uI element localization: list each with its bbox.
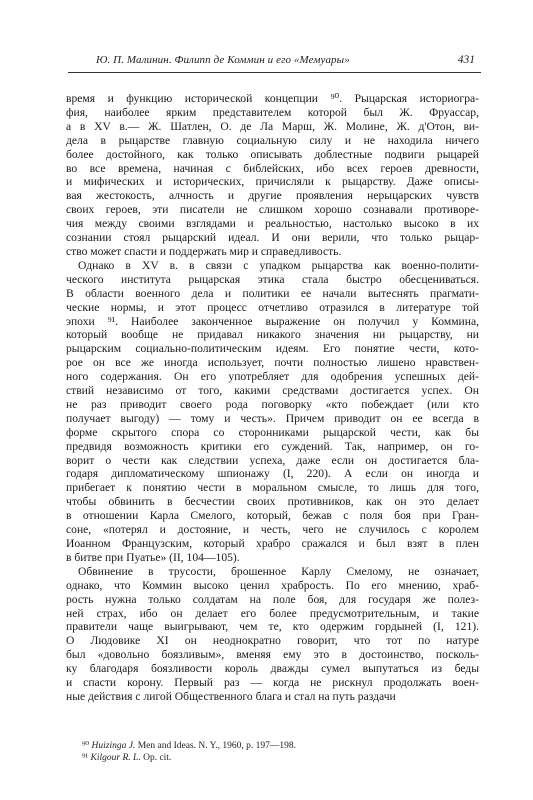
footnotes <box>82 741 473 764</box>
text-line: ческого института рыцарская этика стала быстро обесцениваться. <box>66 272 479 286</box>
footnote-number: ⁹⁰ <box>82 741 90 751</box>
text-line: ней страх, ибо он делает его более предусмотрительным, и такие <box>66 606 479 620</box>
text-line: правители чаще выигрывают, чем те, кто одержим гордыней (I, 121). <box>66 620 479 634</box>
footnote <box>82 741 473 753</box>
text-line: ку благодаря боязливости король дважды сумел выпутаться из беды <box>66 662 479 676</box>
text-line: ствий независимо от того, какими средствами достигается успех. Он <box>66 384 479 398</box>
footnote-author: Kilgour R. L. <box>90 752 141 763</box>
text-line: вая жестокость, алчность и другие проявления нерыцарских чувств <box>66 189 479 203</box>
text-line: чтобы обвинить в бесчестии своих противников, как он это делает <box>66 495 479 509</box>
text-line: ство может спасти и поддержать мир и справедливость. <box>66 244 342 258</box>
text-line: ворит о чести как следствии успеха, даже если он достигается бла- <box>66 453 479 467</box>
text-line: соне, «потерял и достояние, и честь, чего не случилось с королем <box>66 523 479 537</box>
text-line: рыцарским социально-политическим идеям. Его понятие чести, кото- <box>66 342 479 356</box>
text-line: время и функцию исторической концепции ⁹⁰. Рыцарская историогра- <box>66 92 479 105</box>
header-rule <box>68 72 481 73</box>
running-title: Ю. П. Малинин. Филипп де Коммин и его «Мемуары» <box>96 54 350 66</box>
paragraph <box>66 92 479 259</box>
text-line: предвидя возможность критики его суждений. Так, например, он го- <box>66 439 479 453</box>
text-line: форме скрытого спора со сторонниками рыцарской чести, как бы <box>66 425 479 439</box>
text-line: фия, наиболее ярким представителем которой был Ж. Фруассар, <box>66 105 479 119</box>
text-line: в отношении Карла Смелого, который, бежав с поля боя при Гран- <box>66 509 479 523</box>
text-line: во все времена, начиная с библейских, ибо всех героев древности, <box>66 161 479 175</box>
text-line: который вообще не придавал никакого значения ни рыцарству, ни <box>66 328 479 342</box>
text-line: О Людовике XI он неоднократно говорит, что тот по натуре <box>66 634 479 648</box>
footnote-number: ⁹¹ <box>82 752 89 763</box>
text-line: прибегает к понятию чести в моральном смысле, то лишь для того, <box>66 481 479 495</box>
text-line: рость нужна только солдатам на поле боя, для государя же полез- <box>66 592 479 606</box>
text-line: ческие нормы, и этот процесс отчетливо отразился в литературе той <box>66 300 479 314</box>
text-line: получает выгоду) — тому и честь». Причем приводит он ее всегда в <box>66 411 479 425</box>
text-line: однако, что Коммин высоко ценил храбрость. По его мнению, храб- <box>66 578 479 592</box>
text-line: а в XV в.— Ж. Шатлен, О. де Ла Марш, Ж. Молине, Ж. д'Отон, ви- <box>66 119 479 133</box>
text-line: более достойного, как только описывать доблестные подвиги рыцарей <box>66 147 479 161</box>
body-text <box>66 92 479 704</box>
text-line: и спасти корону. Первый раз — когда не рискнул продолжать воен- <box>66 676 479 690</box>
footnote-reference: Op. cit. <box>143 752 172 763</box>
text-line: дела в рыцарстве главную социальную силу и не находила ничего <box>66 133 479 147</box>
text-line: ные действия с лигой Общественного блага и стал на путь раздачи <box>66 689 396 703</box>
text-line: годаря дипломатическому шпионажу (I, 220). А если он иногда и <box>66 467 479 481</box>
text-line: Обвинение в трусости, брошенное Карлу Смелому, не означает, <box>78 564 479 578</box>
text-line: чия между своими взглядами и реальностью, настолько высоко в их <box>66 217 479 231</box>
text-line: сознании стоял рыцарский идеал. И они верили, что только рыцар- <box>66 231 479 245</box>
text-line: Иоанном Французским, который храбро сражался и был взят в плен <box>66 537 479 550</box>
text-line: не раз приводит своего рода поговорку «кто побеждает (или кто <box>66 397 479 411</box>
text-line: в битве при Пуатье» (II, 104—105). <box>66 550 240 564</box>
footnote <box>82 753 473 765</box>
text-line: Однако в XV в. в связи с упадком рыцарства как военно-полити- <box>78 258 479 272</box>
text-line: В области военного дела и политики ее начали вытеснять прагмати- <box>66 286 479 300</box>
text-line: был «довольно боязливым», вменяя ему это в достоинство, посколь- <box>66 648 479 662</box>
paragraph <box>66 565 479 704</box>
running-header <box>96 54 475 66</box>
text-line: ного содержания. Он его употребляет для одобрения успешных дей- <box>66 370 479 384</box>
paragraph <box>66 259 479 565</box>
text-line: рое он все же иногда использует, почти полностью лишено нравствен- <box>66 356 479 370</box>
page-number: 431 <box>457 54 475 66</box>
footnote-author: Huizinga J. <box>91 741 136 751</box>
footnote-reference: Men and Ideas. N. Y., 1960, p. 197—198. <box>137 741 297 751</box>
text-line: эпохи ⁹¹. Наиболее законченное выражение он получил у Коммина, <box>66 314 479 328</box>
text-line: своих героев, эти писатели не слишком хорошо сознавали противоре- <box>66 203 479 217</box>
text-line: и мифических и исторических, причисляли к рыцарству. Даже описы- <box>66 175 479 189</box>
